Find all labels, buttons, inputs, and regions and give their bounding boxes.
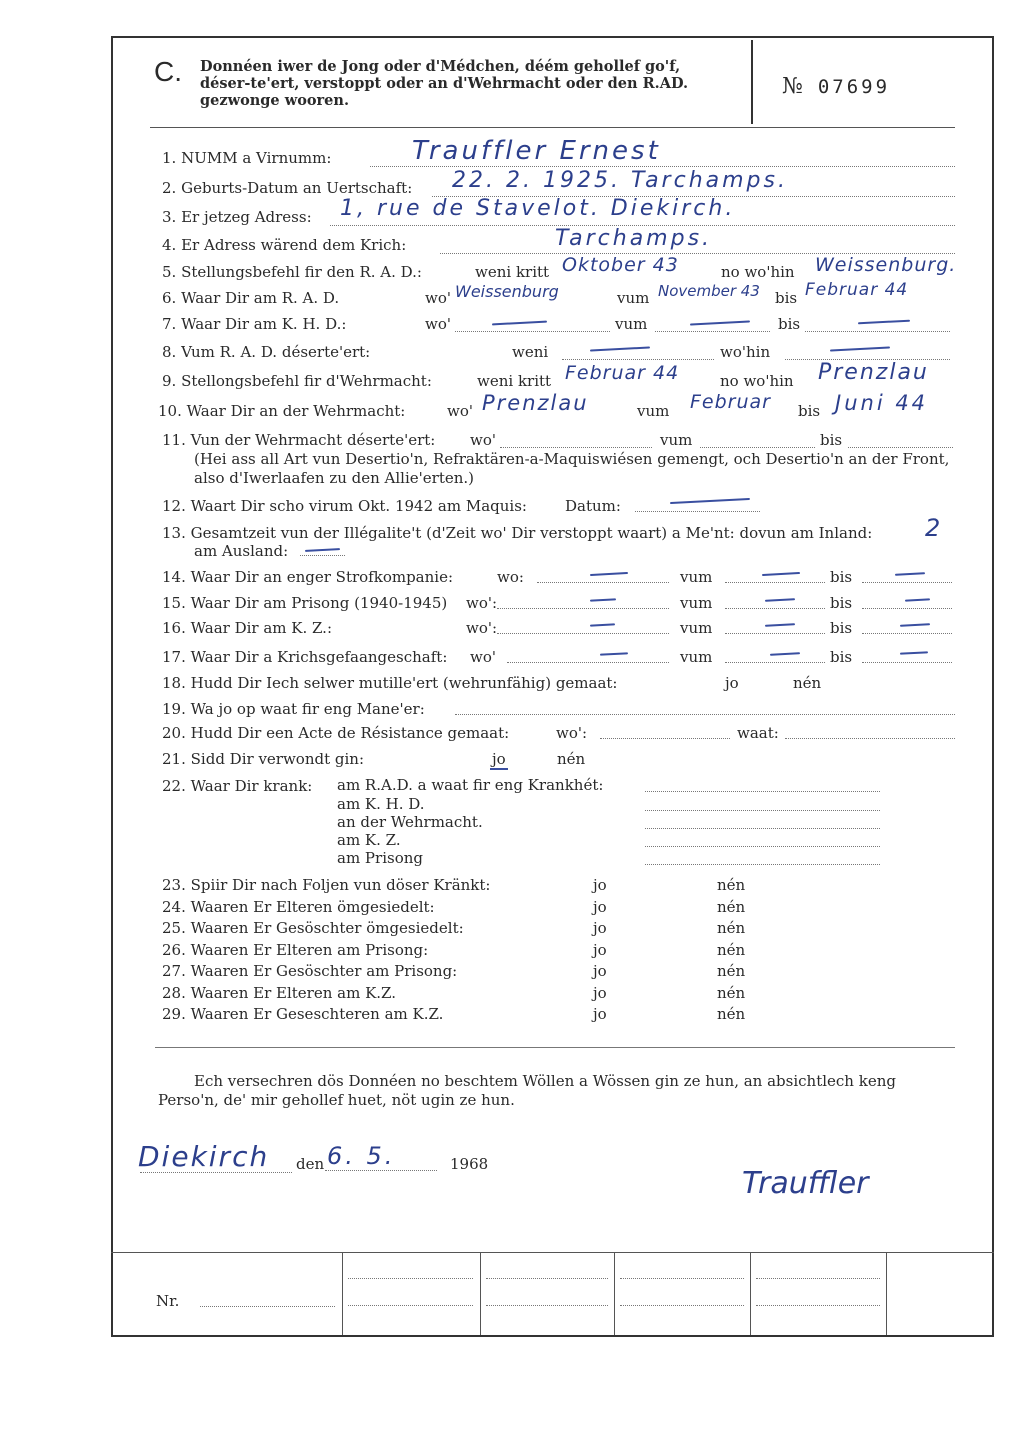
row-8-when-label: weni <box>512 343 549 361</box>
signoff-place[interactable]: Diekirch <box>138 1140 270 1173</box>
row-21-yes[interactable]: jo <box>492 750 506 768</box>
row-16-from-label: vum <box>680 619 713 637</box>
row-29-yes[interactable]: jo <box>593 1005 607 1023</box>
row-11-where-line <box>500 447 652 448</box>
row-7-where-line <box>455 331 610 332</box>
row-1-label: 1. NUMM a Virnumm: <box>162 149 332 167</box>
row-13-abroad-label: am Ausland: <box>194 542 289 560</box>
row-21-no[interactable]: nén <box>557 750 586 768</box>
row-4-label: 4. Er Adress wärend dem Krich: <box>162 236 407 254</box>
footer-top-rule <box>111 1252 994 1253</box>
row-6-from-value[interactable]: November 43 <box>658 282 760 300</box>
row-20-what-line <box>785 738 955 739</box>
row-15-from-label: vum <box>680 594 713 612</box>
row-22-sub-khd: am K. H. D. <box>337 795 425 813</box>
row-17-from-line <box>725 662 825 663</box>
row-14-from-label: vum <box>680 568 713 586</box>
row-22-line-rad <box>645 791 880 792</box>
row-27-yes[interactable]: jo <box>593 962 607 980</box>
row-7-where-label: wo' <box>425 315 451 333</box>
row-6-where-label: wo' <box>425 289 451 307</box>
form-number <box>782 74 890 99</box>
footer-nr-line <box>200 1306 335 1307</box>
row-7-to-label: bis <box>778 315 801 333</box>
row-28-yes[interactable]: jo <box>593 984 607 1002</box>
row-26-yes[interactable]: jo <box>593 941 607 959</box>
row-4-value[interactable]: Tarchamps. <box>555 226 713 251</box>
row-23-yes[interactable]: jo <box>593 876 607 894</box>
row-11-to-line <box>848 447 953 448</box>
row-27-label: 27. Waaren Er Gesöschter am Prisong: <box>162 962 458 980</box>
row-9-where-label: no wo'hin <box>720 372 794 390</box>
row-25-no[interactable]: nén <box>717 919 746 937</box>
row-13-abroad-line <box>300 555 345 556</box>
row-17-where-line <box>507 662 669 663</box>
row-9-label: 9. Stellongsbefehl fir d'Wehrmacht: <box>162 372 432 390</box>
row-17-where-label: wo' <box>470 648 496 666</box>
row-17-label: 17. Waar Dir a Krichsgefaangeschaft: <box>162 648 448 666</box>
row-22-label: 22. Waar Dir krank: <box>162 777 313 795</box>
row-16-where-label: wo': <box>466 619 498 637</box>
footer-cell-4-line-b <box>756 1305 880 1306</box>
row-11-label: 11. Vun der Wehrmacht déserte'ert: <box>162 431 436 449</box>
footer-col-1 <box>342 1252 343 1335</box>
row-16-where-line <box>497 633 669 634</box>
row-9-where-value[interactable]: Prenzlau <box>818 360 929 385</box>
row-5-where-value[interactable]: Weissenburg. <box>815 254 957 276</box>
row-21-label: 21. Sidd Dir verwondt gin: <box>162 750 365 768</box>
signoff-place-line <box>140 1172 292 1173</box>
footer-cell-1-line-b <box>348 1305 473 1306</box>
row-29-no[interactable]: nén <box>717 1005 746 1023</box>
row-2-value[interactable]: 22. 2. 1925. Tarchamps. <box>452 168 788 193</box>
row-22-line-khd <box>645 810 880 811</box>
row-16-to-line <box>862 633 952 634</box>
row-20-what-label: waat: <box>737 724 779 742</box>
row-6-where-value[interactable]: Weissenburg <box>455 282 559 301</box>
row-22-line-wehrmacht <box>645 828 880 829</box>
declaration-text: Ech versechren dös Donnéen no beschtem Wöllen a Wössen gin ze hun, an absichtlech keng Perso'n, de' mir gehollef huet, nöt ugin ze hun. <box>158 1072 896 1109</box>
row-7-from-label: vum <box>615 315 648 333</box>
footer-bottom-rule <box>111 1335 994 1337</box>
row-6-to-label: bis <box>775 289 798 307</box>
row-8-label: 8. Vum R. A. D. déserte'ert: <box>162 343 371 361</box>
row-19-line <box>455 714 955 715</box>
row-13-inland-value[interactable]: 2 <box>925 514 944 542</box>
row-11-to-label: bis <box>820 431 843 449</box>
row-12-date-label: Datum: <box>565 497 621 515</box>
row-22-line-kz <box>645 846 880 847</box>
footer-col-5 <box>886 1252 887 1335</box>
row-29-label: 29. Waaren Er Geseschteren am K.Z. <box>162 1005 444 1023</box>
row-6-to-value[interactable]: Februar 44 <box>805 280 909 300</box>
row-25-yes[interactable]: jo <box>593 919 607 937</box>
row-15-label: 15. Waar Dir am Prisong (1940-1945) <box>162 594 448 612</box>
footer-cell-2-line-b <box>486 1305 608 1306</box>
row-8-when-line <box>562 359 714 360</box>
footer-col-4 <box>750 1252 751 1335</box>
row-11-from-line <box>700 447 815 448</box>
row-27-no[interactable]: nén <box>717 962 746 980</box>
section-letter: C. <box>154 56 182 87</box>
signoff-year: 1968 <box>450 1155 489 1173</box>
row-14-where-line <box>537 582 669 583</box>
row-6-label: 6. Waar Dir am R. A. D. <box>162 289 340 307</box>
row-24-label: 24. Waaren Er Elteren ömgesiedelt: <box>162 898 435 916</box>
row-22-sub-wehrmacht: an der Wehrmacht. <box>337 813 483 831</box>
row-14-label: 14. Waar Dir an enger Strofkompanie: <box>162 568 454 586</box>
row-10-label: 10. Waar Dir an der Wehrmacht: <box>158 402 406 420</box>
form-number-value: 07699 <box>817 76 891 98</box>
row-1-value[interactable]: Trauffler Ernest <box>412 136 661 166</box>
signoff-date-line <box>325 1170 437 1171</box>
row-19-label: 19. Wa jo op waat fir eng Mane'er: <box>162 700 425 718</box>
row-22-line-prisong <box>645 864 880 865</box>
footer-cell-3-line-b <box>620 1305 744 1306</box>
footer-col-2 <box>480 1252 481 1335</box>
row-26-label: 26. Waaren Er Elteren am Prisong: <box>162 941 429 959</box>
footer-cell-1-line-a <box>348 1278 473 1279</box>
row-8-where-label: wo'hin <box>720 343 771 361</box>
row-5-when-value[interactable]: Oktober 43 <box>562 254 679 276</box>
row-14-to-line <box>862 582 952 583</box>
row-23-label: 23. Spiir Dir nach Foljen vun döser Kränkt: <box>162 876 491 894</box>
row-18-yes[interactable]: jo <box>725 674 739 692</box>
row-10-to-label: bis <box>798 402 821 420</box>
row-28-label: 28. Waaren Er Elteren am K.Z. <box>162 984 396 1002</box>
signoff-date[interactable]: 6. 5. <box>327 1142 396 1170</box>
signature[interactable]: Trauffler <box>742 1166 869 1201</box>
footer-cell-4-line-a <box>756 1278 880 1279</box>
row-28-no[interactable]: nén <box>717 984 746 1002</box>
row-9-when-label: weni kritt <box>477 372 552 390</box>
footer-cell-3-line-a <box>620 1278 744 1279</box>
row-5-label: 5. Stellungsbefehl fir den R. A. D.: <box>162 263 422 281</box>
row-17-from-label: vum <box>680 648 713 666</box>
row-15-where-line <box>497 608 669 609</box>
row-10-where-label: wo' <box>447 402 473 420</box>
row-24-no[interactable]: nén <box>717 898 746 916</box>
header-divider <box>751 40 753 124</box>
footer-col-3 <box>614 1252 615 1335</box>
row-11-where-label: wo' <box>470 431 496 449</box>
row-12-date-line <box>635 511 760 512</box>
row-5-when-label: weni kritt <box>475 263 550 281</box>
row-17-to-line <box>862 662 952 663</box>
row-6-from-label: vum <box>617 289 650 307</box>
row-22-sub-rad: am R.A.D. a waat fir eng Krankhét: <box>337 776 604 794</box>
row-24-yes[interactable]: jo <box>593 898 607 916</box>
row-10-from-label: vum <box>637 402 670 420</box>
row-16-label: 16. Waar Dir am K. Z.: <box>162 619 332 637</box>
row-3-value[interactable]: 1, rue de Stavelot. Diekirch. <box>340 196 736 221</box>
row-26-no[interactable]: nén <box>717 941 746 959</box>
row-10-to-value[interactable]: Juni 44 <box>835 391 929 415</box>
row-22-sub-prisong: am Prisong <box>337 849 423 867</box>
row-16-to-label: bis <box>830 619 853 637</box>
row-10-from-value[interactable]: Februar <box>690 391 771 413</box>
row-10-where-value[interactable]: Prenzlau <box>482 391 589 415</box>
row-14-from-line <box>725 582 825 583</box>
row-15-to-label: bis <box>830 594 853 612</box>
row-14-to-label: bis <box>830 568 853 586</box>
row-18-label: 18. Hudd Dir Iech selwer mutille'ert (wehrunfähig) gemaat: <box>162 674 618 692</box>
section-divider <box>155 1047 955 1048</box>
footer-nr-label: Nr. <box>156 1292 180 1310</box>
row-15-where-label: wo': <box>466 594 498 612</box>
row-20-where-label: wo': <box>556 724 588 742</box>
footer-cell-2-line-a <box>486 1278 608 1279</box>
row-14-where-label: wo: <box>497 568 524 586</box>
row-20-label: 20. Hudd Dir een Acte de Résistance gemaat: <box>162 724 510 742</box>
header-rule <box>150 127 955 128</box>
row-7-from-line <box>655 331 770 332</box>
row-13-label: 13. Gesamtzeit vun der Illégalite't (d'Zeit wo' Dir verstoppt waart) a Me'nt: dovun am Inland: <box>162 524 873 542</box>
row-15-from-line <box>725 608 825 609</box>
row-17-to-label: bis <box>830 648 853 666</box>
row-20-where-line <box>600 738 730 739</box>
row-5-where-label: no wo'hin <box>721 263 795 281</box>
row-11-note: (Hei ass all Art vun Desertio'n, Refraktären-a-Maquiswiésen gemengt, och Desertio'n an der Front, also d'Iwerlaafen zu den Allie'erten.) <box>194 450 950 487</box>
row-18-no[interactable]: nén <box>793 674 822 692</box>
row-23-no[interactable]: nén <box>717 876 746 894</box>
row-12-label: 12. Waart Dir scho virum Okt. 1942 am Maquis: <box>162 497 527 515</box>
row-1-line <box>370 166 955 167</box>
number-sign: № <box>782 74 804 99</box>
row-22-sub-kz: am K. Z. <box>337 831 401 849</box>
row-11-from-label: vum <box>660 431 693 449</box>
form-title: Donnéen iwer de Jong oder d'Médchen, déém gehollef go'f, déser-te'ert, verstoppt oder an d'Wehrmacht oder den R.AD. gezwonge wooren. <box>200 58 689 109</box>
row-7-to-line <box>805 331 950 332</box>
row-7-label: 7. Waar Dir am K. H. D.: <box>162 315 347 333</box>
row-16-from-line <box>725 633 825 634</box>
row-3-label: 3. Er jetzeg Adress: <box>162 208 312 226</box>
row-15-to-line <box>862 608 952 609</box>
row-9-when-value[interactable]: Februar 44 <box>565 362 680 384</box>
row-2-label: 2. Geburts-Datum an Uertschaft: <box>162 179 413 197</box>
row-25-label: 25. Waaren Er Gesöschter ömgesiedelt: <box>162 919 464 937</box>
signoff-den: den <box>296 1155 325 1173</box>
